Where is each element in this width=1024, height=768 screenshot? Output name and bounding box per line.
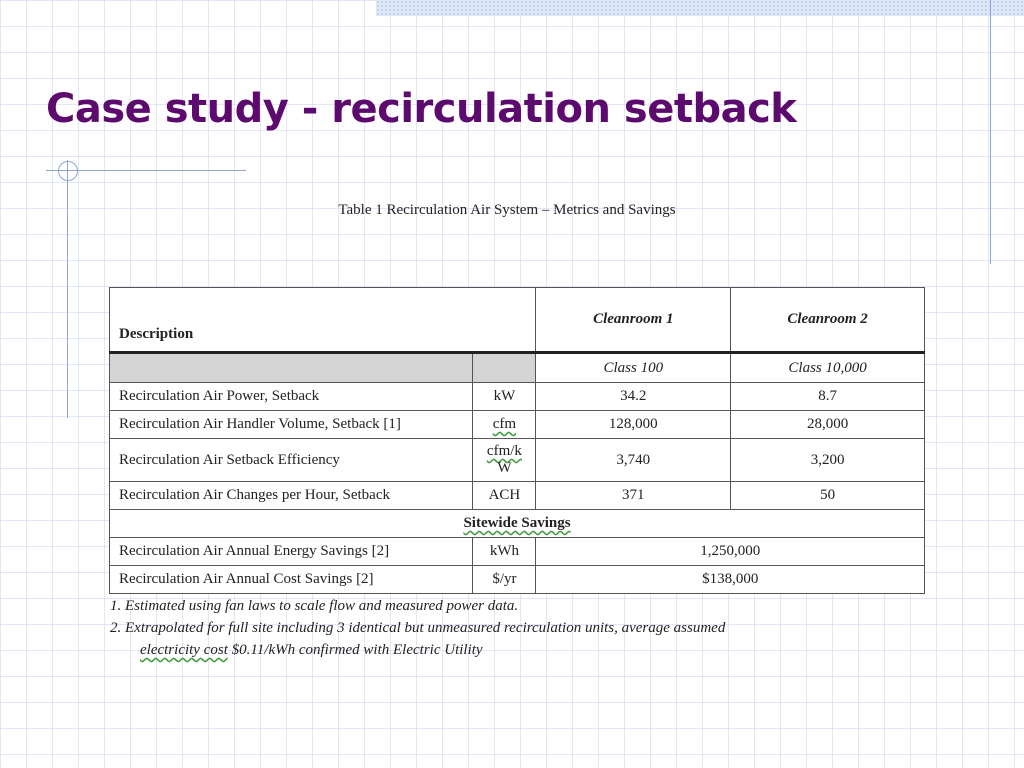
class-blank-unit-cell <box>473 353 536 383</box>
left-decorative-line <box>67 160 68 418</box>
row-description: Recirculation Air Annual Energy Savings [2] <box>110 538 473 566</box>
table-row <box>110 439 925 482</box>
decorative-circle <box>58 161 78 181</box>
header-cleanroom-2: Cleanroom 2 <box>731 288 925 353</box>
footnote-1: 1. Estimated using fan laws to scale flow and measured power data. <box>110 598 519 614</box>
footnotes <box>110 595 725 661</box>
row-unit <box>473 439 536 482</box>
section-row <box>110 510 925 538</box>
footnote-2-rest: $0.11/kWh confirmed with Electric Utility <box>227 642 483 658</box>
row-cleanroom-2-value: 3,200 <box>731 439 925 482</box>
top-decorative-band <box>376 0 1024 16</box>
row-description: Recirculation Air Handler Volume, Setback [1] <box>110 411 473 439</box>
table-row <box>110 482 925 510</box>
row-description: Recirculation Air Annual Cost Savings [2] <box>110 566 473 594</box>
table-header-row <box>110 288 925 353</box>
row-unit-text: cfm <box>492 416 517 432</box>
row-unit <box>473 411 536 439</box>
slide-title: Case study - recirculation setback <box>46 86 797 132</box>
row-cleanroom-1-value: 3,740 <box>536 439 731 482</box>
footnote-2 <box>110 617 725 661</box>
row-description: Recirculation Air Power, Setback <box>110 383 473 411</box>
table-row <box>110 411 925 439</box>
row-unit: ACH <box>473 482 536 510</box>
row-unit: kWh <box>473 538 536 566</box>
metrics-table <box>109 287 925 594</box>
row-cleanroom-2-value: 8.7 <box>731 383 925 411</box>
row-savings-value: $138,000 <box>536 566 925 594</box>
row-cleanroom-1-value: 34.2 <box>536 383 731 411</box>
header-cleanroom-1: Cleanroom 1 <box>536 288 731 353</box>
header-description: Description <box>110 288 536 353</box>
table-row <box>110 538 925 566</box>
row-cleanroom-1-value: 128,000 <box>536 411 731 439</box>
footnote-2-line-1: 2. Extrapolated for full site including 3 identical but unmeasured recirculation units, average assumed <box>110 620 726 636</box>
row-unit-line-1: cfm/k <box>486 443 522 459</box>
table-row <box>110 383 925 411</box>
row-savings-value: 1,250,000 <box>536 538 925 566</box>
class-cleanroom-2: Class 10,000 <box>731 353 925 383</box>
table-caption: Table 1 Recirculation Air System – Metrics and Savings <box>338 202 676 218</box>
row-cleanroom-2-value: 50 <box>731 482 925 510</box>
section-title: Sitewide Savings <box>463 515 571 531</box>
table-row <box>110 566 925 594</box>
row-description: Recirculation Air Changes per Hour, Setback <box>110 482 473 510</box>
row-cleanroom-1-value: 371 <box>536 482 731 510</box>
row-cleanroom-2-value: 28,000 <box>731 411 925 439</box>
row-unit: kW <box>473 383 536 411</box>
footnote-2-underlined-word: electricity cost <box>140 642 228 658</box>
row-description: Recirculation Air Setback Efficiency <box>110 439 473 482</box>
right-decorative-line <box>990 0 991 264</box>
class-cleanroom-1: Class 100 <box>536 353 731 383</box>
footnote-2-line-2 <box>110 639 725 661</box>
class-blank-cell <box>110 353 473 383</box>
row-unit-line-2: W <box>497 460 512 476</box>
section-title-cell <box>110 510 925 538</box>
class-row <box>110 353 925 383</box>
row-unit: $/yr <box>473 566 536 594</box>
